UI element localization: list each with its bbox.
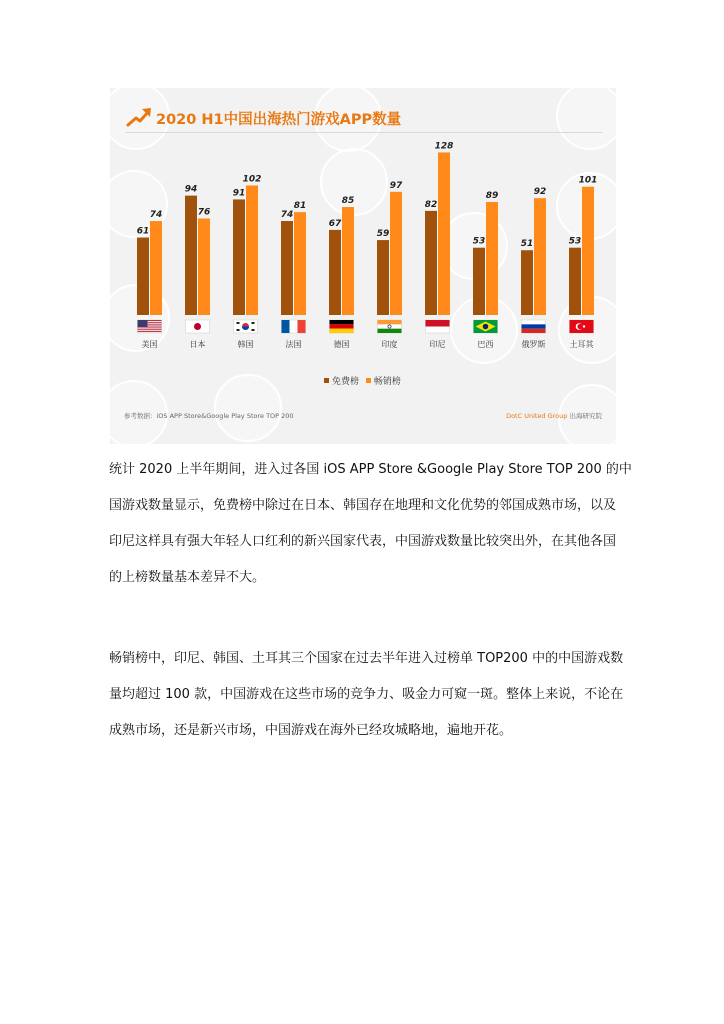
data-label-free: 74 xyxy=(280,210,294,221)
credit-note xyxy=(506,411,602,420)
bar-free xyxy=(473,248,485,315)
flag-band xyxy=(426,320,450,327)
bar-free xyxy=(185,196,197,315)
x-tick-label: 日本 xyxy=(189,340,206,349)
flag-crescent-inner xyxy=(577,324,582,329)
data-label-free: 53 xyxy=(472,236,486,247)
flag-band xyxy=(298,320,306,333)
legend-swatch-free xyxy=(324,378,329,383)
x-tick-label: 德国 xyxy=(333,340,350,349)
watermark-logo xyxy=(214,374,282,442)
data-label-grossing: 92 xyxy=(533,187,547,198)
data-label-free: 94 xyxy=(184,184,198,195)
x-tick-label: 印度 xyxy=(381,340,398,349)
chart-title: 2020 H1中国出海热门游戏APP数量 xyxy=(156,112,402,128)
bar-grossing xyxy=(390,192,402,315)
x-tick-label: 印尼 xyxy=(429,340,446,349)
bar-grossing xyxy=(294,212,306,315)
bar-grossing xyxy=(486,202,498,315)
data-label-free: 82 xyxy=(424,199,438,210)
credit-suffix: 出海研究院 xyxy=(567,412,602,420)
flag-band xyxy=(522,329,546,333)
bar-free xyxy=(377,240,389,315)
flag-globe xyxy=(483,324,489,330)
x-tick-label: 美国 xyxy=(141,340,158,349)
bar-grossing xyxy=(342,207,354,315)
paragraph-line: 统计 2020 上半年期间，进入过各国 iOS APP Store &Google Play Store TOP 200 的中 xyxy=(109,462,632,477)
bar-free xyxy=(521,250,533,315)
bar-free xyxy=(569,248,581,315)
flag-band xyxy=(330,329,354,333)
flag-band xyxy=(522,324,546,328)
data-label-grossing: 81 xyxy=(293,201,307,212)
data-label-free: 51 xyxy=(520,239,534,250)
x-tick-label: 巴西 xyxy=(477,340,494,349)
data-label-free: 61 xyxy=(136,226,150,237)
paragraph-line: 畅销榜中，印尼、韩国、土耳其三个国家在过去半年进入过榜单 TOP200 中的中国游戏数 xyxy=(109,651,624,666)
bar-free xyxy=(137,238,149,315)
data-label-free: 53 xyxy=(568,236,582,247)
flag-trigram xyxy=(252,322,255,324)
flag-trigram xyxy=(252,329,255,331)
paragraph-2 xyxy=(109,641,624,749)
data-label-grossing: 97 xyxy=(389,180,403,191)
flag-band xyxy=(378,320,402,324)
bar-grossing xyxy=(150,221,162,315)
bar-grossing xyxy=(534,198,546,315)
paragraph-line: 成熟市场，还是新兴市场，中国游戏在海外已经攻城略地，遍地开花。 xyxy=(109,723,513,738)
paragraph-line: 的上榜数量基本差异不大。 xyxy=(109,570,266,585)
paragraph-line: 量均超过 100 款，中国游戏在这些市场的竞争力、吸金力可窥一斑。整体上来说，不论在 xyxy=(109,687,624,702)
paragraph-line: 印尼这样具有强大年轻人口红利的新兴国家代表，中国游戏数量比较突出外，在其他各国 xyxy=(109,534,617,549)
bar-free xyxy=(281,221,293,315)
paragraph-1 xyxy=(109,452,632,596)
flag-band xyxy=(282,320,290,333)
credit-brand: DotC United Group xyxy=(506,412,568,420)
flag-trigram xyxy=(237,329,240,331)
data-label-free: 59 xyxy=(376,229,390,240)
bar-grossing xyxy=(438,152,450,315)
bar-grossing xyxy=(246,185,258,315)
flag-band xyxy=(330,320,354,324)
bar-free xyxy=(233,199,245,315)
flag-stripe xyxy=(138,327,162,328)
source-note: 参考数据：iOS APP Store&Google Play Store TOP 200 xyxy=(124,412,294,420)
bar-grossing xyxy=(582,187,594,315)
legend-item-grossing xyxy=(366,374,401,387)
data-label-grossing: 74 xyxy=(149,210,163,221)
legend-swatch-grossing xyxy=(366,378,371,383)
chart-legend xyxy=(324,374,405,387)
flag-disc xyxy=(194,323,201,330)
flag-band xyxy=(330,324,354,328)
data-label-free: 67 xyxy=(328,218,342,229)
flag-stripe xyxy=(138,331,162,332)
flag-stripe xyxy=(138,329,162,330)
chart-figure xyxy=(110,88,616,444)
data-label-free: 91 xyxy=(232,188,246,199)
legend-item-free xyxy=(324,374,359,387)
x-tick-label: 韩国 xyxy=(237,340,254,349)
x-tick-label: 法国 xyxy=(285,340,302,349)
bar-free xyxy=(329,230,341,315)
bar-grossing xyxy=(198,218,210,315)
legend-label-free: 免费榜 xyxy=(332,377,360,387)
bar-free xyxy=(425,211,437,315)
flag-canton xyxy=(138,320,148,327)
data-label-grossing: 101 xyxy=(578,175,598,186)
data-label-grossing: 85 xyxy=(341,196,355,207)
data-label-grossing: 76 xyxy=(197,207,211,218)
data-label-grossing: 89 xyxy=(485,190,499,201)
x-tick-label: 土耳其 xyxy=(569,340,594,349)
bar-chart xyxy=(110,88,616,368)
flag-band xyxy=(378,329,402,333)
data-label-grossing: 102 xyxy=(242,174,262,185)
paragraph-line: 国游戏数量显示，免费榜中除过在日本、韩国存在地理和文化优势的邻国成熟市场，以及 xyxy=(109,498,617,513)
flag-trigram xyxy=(237,322,240,324)
flag-star xyxy=(583,325,585,327)
data-label-grossing: 128 xyxy=(434,141,454,152)
legend-label-grossing: 畅销榜 xyxy=(373,377,401,387)
x-tick-label: 俄罗斯 xyxy=(521,340,546,349)
